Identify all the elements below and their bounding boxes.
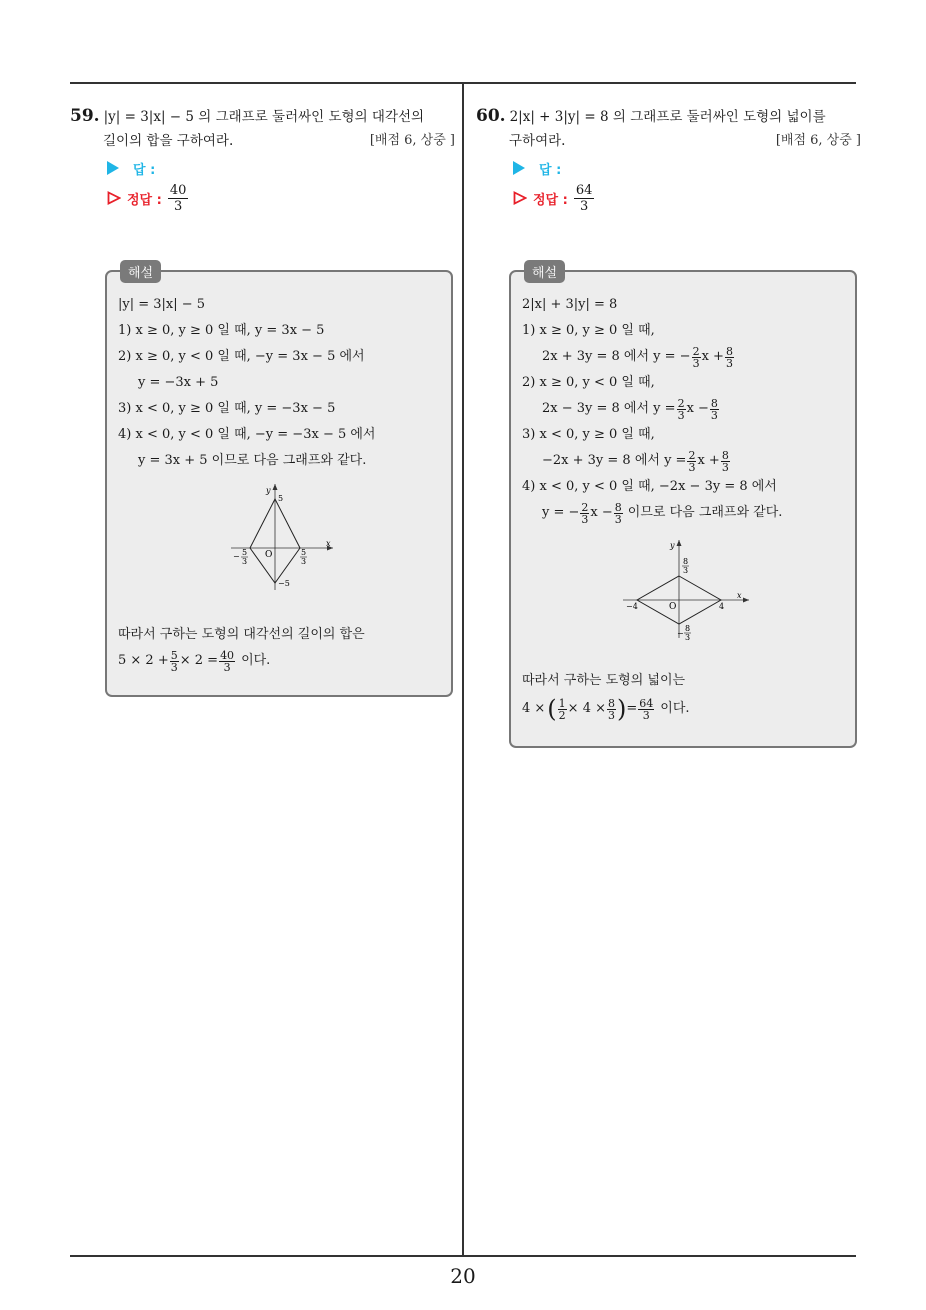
x-intercept-left: −4: [626, 602, 638, 611]
points-label: [배점 6, 상중 ]: [369, 133, 455, 148]
svg-text:8: 8: [683, 557, 689, 566]
svg-text:5: 5: [242, 548, 248, 557]
question-text-line1: |y| = 3|x| − 5 의 그래프로 둘러싸인 도형의 대각선의: [103, 109, 425, 125]
svg-text:5: 5: [301, 548, 307, 557]
solution-box-59: [105, 266, 453, 697]
answer-label: 답 :: [133, 162, 156, 178]
svg-text:3: 3: [301, 557, 307, 566]
solution-conclusion: 따라서 구하는 도형의 대각선의 길이의 합은 5 × 2 + $\frac{5}{3}$ × 2 = $\frac{40}{3}$ 이다.: [118, 627, 365, 674]
svg-text:−: −: [677, 629, 684, 638]
y-axis-label: y: [670, 541, 675, 550]
correct-answer-value: $\frac{64}{3}$: [575, 182, 593, 214]
y-intercept-bottom: −5: [278, 579, 290, 588]
triangle-outline-icon: [513, 191, 527, 205]
svg-text:3: 3: [685, 633, 691, 640]
answer-row: [476, 157, 861, 179]
column-divider: [462, 83, 464, 1256]
triangle-outline-icon: [107, 191, 121, 205]
x-axis-label: x: [326, 539, 331, 548]
question-text-line2: 구하여라.: [509, 133, 566, 149]
question-number: 60.: [476, 106, 506, 126]
y-intercept-top: 5: [278, 494, 284, 503]
rhombus-graph-60: [619, 536, 755, 640]
answer-label: 답 :: [539, 162, 562, 178]
correct-answer-row: [476, 179, 861, 217]
correct-answer-value: $\frac{40}{3}$: [169, 182, 187, 214]
bottom-rule: [70, 1255, 856, 1257]
svg-text:3: 3: [242, 557, 248, 566]
rhombus-graph-59: [227, 482, 337, 594]
correct-label: 정답 :: [533, 192, 568, 208]
solution-body: 2|x| + 3|y| = 8 1) x ≥ 0, y ≥ 0 일 때, 2x + 3y = 8 에서 y = − $\frac{2}{3}$ x + $\frac{8}{3}$ 2) x ≥ 0, y < 0 일 때, 2x − 3y = 8 에서 y = $\frac{2}{3}$ x − $\frac{8}{3}$ 3) x < 0, y ≥ 0 일 때, −2x + 3y = 8 에서 y = $\frac{2}{3}$ x + $\frac{8}{3}$ 4) x < 0, y < 0 일 때, −2x − 3y = 8 에서 y = − $\frac{2}{3}$ x − $\frac{8}{3}$ 이므로 다음 그래프와 같다.: [522, 297, 783, 526]
answer-row: [70, 157, 455, 179]
question-text-line1: 2|x| + 3|y| = 8 의 그래프로 둘러싸인 도형의 넓이를: [509, 109, 826, 125]
question-number: 59.: [70, 106, 100, 126]
question-text-line2: 길이의 합을 구하여라.: [103, 133, 234, 149]
correct-answer-row: [70, 179, 455, 217]
y-axis-label: y: [266, 486, 271, 495]
origin-label: O: [265, 550, 273, 560]
points-label: [배점 6, 상중 ]: [775, 133, 861, 148]
x-axis-label: x: [737, 591, 742, 600]
correct-label: 정답 :: [127, 192, 162, 208]
solution-conclusion: 따라서 구하는 도형의 넓이는 4 × ( $\frac{1}{2}$ × 4 × $\frac{8}{3}$ ) = $\frac{64}{3}$ 이다.: [522, 673, 690, 723]
svg-text:3: 3: [683, 566, 689, 575]
solution-body: |y| = 3|x| − 5 1) x ≥ 0, y ≥ 0 일 때, y = 3x − 5 2) x ≥ 0, y < 0 일 때, −y = 3x − 5 에서 y = −3x + 5 3) x < 0, y ≥ 0 일 때, y = −3x − 5 4) x < 0, y < 0 일 때, −y = −3x − 5 에서 y = 3x + 5 이므로 다음 그래프와 같다.: [118, 297, 376, 468]
question-59: [70, 104, 455, 217]
play-icon: [513, 161, 525, 175]
origin-label: O: [669, 602, 677, 612]
svg-text:8: 8: [685, 624, 691, 633]
x-intercept-right: 4: [719, 602, 725, 611]
question-60: [476, 104, 861, 217]
solution-tag: 해설: [524, 260, 565, 283]
play-icon: [107, 161, 119, 175]
page-number: 20: [450, 1264, 476, 1288]
svg-text:−: −: [233, 552, 240, 561]
solution-box-60: [509, 266, 857, 748]
solution-tag: 해설: [120, 260, 161, 283]
